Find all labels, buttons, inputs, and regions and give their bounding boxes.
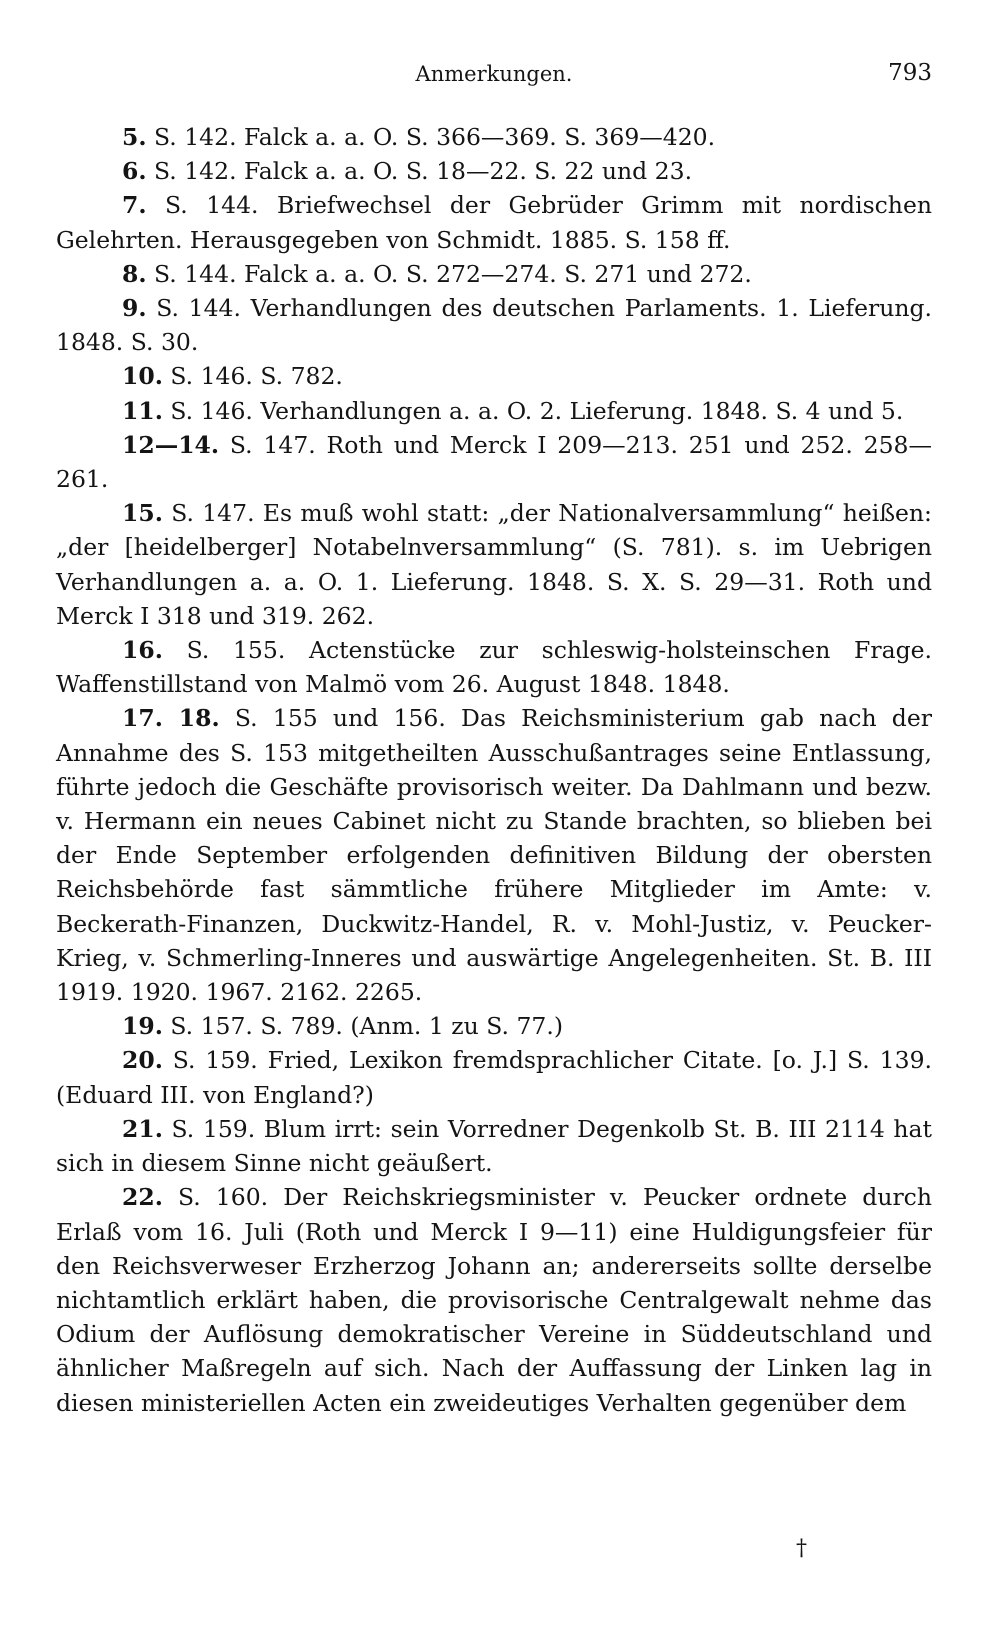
note-item [56,633,932,701]
note-text: S. 159. Blum irrt: sein Vorredner Degenkolb St. B. III 2114 hat sich in diesem Sinne nicht geäußert. [56,1114,932,1178]
note-item [56,428,932,496]
note-number: 9. [122,294,147,323]
note-text: S. 155 und 156. Das Reichsministerium gab nach der Annahme des S. 153 mitgetheilten Ausschußantrages seine Entlassung, führte jedoch die Geschäfte provisorisch weiter. Da Dahlmann und bezw. v. Hermann ein neues Cabinet nicht zu Stande brachten, so blieben bei der Ende September erfolgenden definitiven Bildung der obersten Reichsbehörde fast sämmtliche frühere Mitglieder im Amte: v. Beckerath-Finanzen, Duckwitz-Handel, R. v. Mohl-Justiz, v. Peucker-Krieg, v. Schmerling-Inneres und auswärtige Angelegenheiten. St. B. III 1919. 1920. 1967. 2162. 2265. [56,704,932,1007]
note-text: S. 155. Actenstücke zur schleswig-holsteinschen Frage. Waffenstillstand von Malmö vom 26. August 1848. 1848. [56,636,932,699]
note-item [56,496,932,633]
note-text: S. 157. S. 789. (Anm. 1 zu S. 77.) [170,1012,564,1041]
note-number: 19. [122,1012,163,1041]
note-item [56,291,932,359]
note-number: 7. [122,191,147,220]
note-number: 10. [122,362,163,391]
note-number: 11. [122,396,163,425]
footer-mark: † [796,1536,807,1561]
note-number: 22. [122,1183,163,1212]
note-item [56,154,932,188]
note-item [56,1043,932,1111]
page [56,56,932,1420]
note-text: S. 144. Briefwechsel der Gebrüder Grimm mit nordischen Gelehrten. Herausgegeben von Schmidt. 1885. S. 158 ff. [56,191,932,254]
note-number: 12—14. [122,430,220,459]
note-number: 20. [122,1046,163,1075]
note-number: 8. [122,259,147,288]
note-text: S. 147. Roth und Merck I 209—213. 251 und 252. 258—261. [56,430,932,494]
note-text: S. 147. Es muß wohl statt: „der Nationalversammlung“ heißen: „der [heidelberger] Notabelnversammlung“ (S. 781). s. im Uebrigen Verhandlungen a. a. O. 1. Lieferung. 1848. S. X. S. 29—31. Roth und Merck I 318 und 319. 262. [56,499,932,630]
note-text: S. 144. Verhandlungen des deutschen Parlaments. 1. Lieferung. 1848. S. 30. [56,294,932,357]
running-title: Anmerkungen. [415,62,573,86]
note-item [56,701,932,1009]
note-text: S. 159. Fried, Lexikon fremdsprachlicher Citate. [o. J.] S. 139. (Eduard III. von England?) [56,1046,932,1109]
note-text: S. 142. Falck a. a. O. S. 366—369. S. 369—420. [154,123,716,151]
note-item [56,257,932,291]
note-number: 17. 18. [122,704,220,733]
note-item [56,120,932,154]
note-item [56,359,932,393]
note-item [56,1180,932,1419]
page-header [56,56,932,96]
note-text: S. 146. Verhandlungen a. a. O. 2. Lieferung. 1848. S. 4 und 5. [170,396,904,425]
note-item [56,188,932,256]
note-item [56,394,932,428]
notes-list [56,120,932,1420]
note-text: S. 146. S. 782. [170,362,343,391]
note-text: S. 160. Der Reichskriegsminister v. Peucker ordnete durch Erlaß vom 16. Juli (Roth und Merck I 9—11) eine Huldigungsfeier für den Reichsverweser Erzherzog Johann an; andererseits sollte derselbe nichtamtlich erklärt haben, die provisorische Centralgewalt nehme das Odium der Auflösung demokratischer Vereine in Süddeutschland und ähnlicher Maßregeln auf sich. Nach der Auffassung der Linken lag in diesen ministeriellen Acten ein zweideutiges Verhalten gegenüber dem [56,1183,932,1417]
note-text: S. 142. Falck a. a. O. S. 18—22. S. 22 und 23. [154,157,693,186]
note-item [56,1009,932,1043]
page-number: 793 [888,60,932,86]
note-text: S. 144. Falck a. a. O. S. 272—274. S. 271 und 272. [154,259,752,288]
note-number: 21. [122,1114,163,1143]
note-number: 16. [122,636,163,665]
note-item [56,1112,932,1180]
note-number: 15. [122,499,163,528]
note-number: 6. [122,157,147,186]
note-number: 5. [122,123,147,151]
